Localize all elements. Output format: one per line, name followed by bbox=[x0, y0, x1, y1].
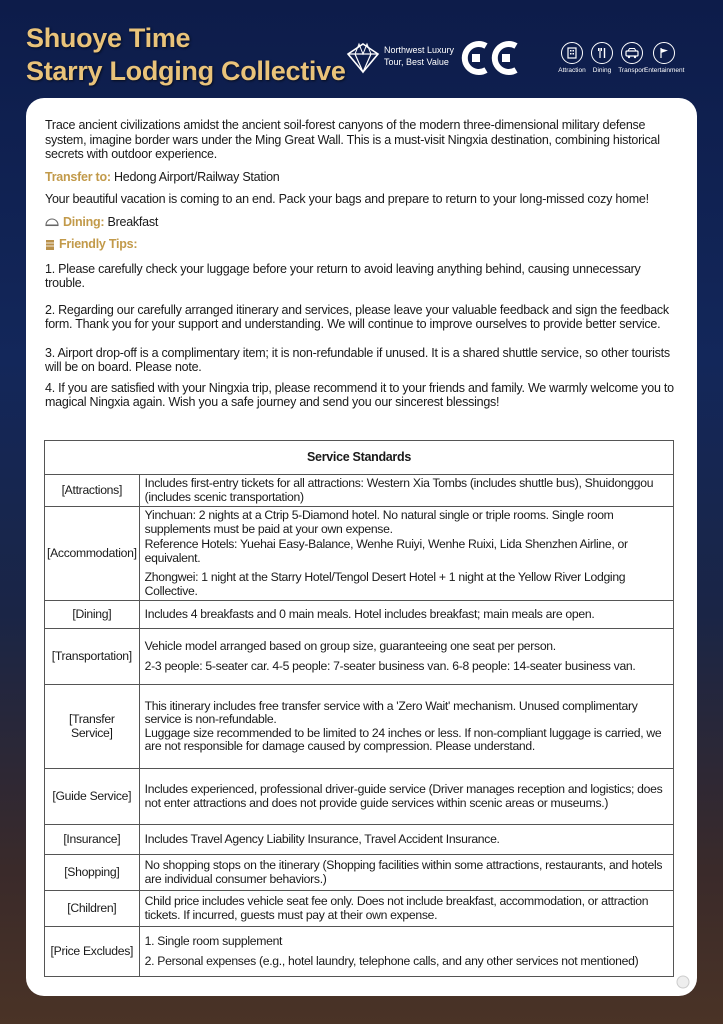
row-key: [Accommodation] bbox=[45, 507, 140, 601]
flag-icon bbox=[653, 42, 675, 64]
row-value: Child price includes vehicle seat fee only. Does not include breakfast, accommodation, or attraction tickets. If incurred, guests must pay at their own expense. bbox=[139, 891, 673, 927]
building-icon bbox=[561, 42, 583, 64]
header bbox=[0, 0, 723, 100]
tip-item: 2. Regarding our carefully arranged itinerary and services, please leave your valuable feedback and sign the feedback form. Thank you for your support and understanding. We will continue to improve ourselves to provide better service. bbox=[45, 302, 669, 331]
dining-label: Dining: bbox=[63, 214, 105, 229]
dining-value: Breakfast bbox=[104, 214, 159, 229]
row-value: Yinchuan: 2 nights at a Ctrip 5-Diamond hotel. No natural single or triple rooms. Single room supplements must be paid at your own expense. Reference Hotels: Yuehai Easy-Balance, Wenhe Ruiyi, Wenhe Ruixi, Lida Shenzhen Airline, or equivalent. Zhongwei: 1 night at the Starry Hotel/Tengol Desert Hotel + 1 night at the Yellow River Lodging Collective. bbox=[139, 507, 673, 601]
tips-label: Friendly Tips: bbox=[59, 237, 138, 251]
table-title: Service Standards bbox=[45, 441, 674, 475]
brand-tagline bbox=[384, 44, 454, 68]
utensils-icon bbox=[591, 42, 613, 64]
category-entertainment bbox=[644, 42, 684, 74]
resize-corner-icon bbox=[675, 974, 691, 990]
row-key: [Children] bbox=[45, 891, 140, 927]
row-key: [Guide Service] bbox=[45, 769, 140, 825]
table-row bbox=[45, 927, 674, 977]
table-header-row bbox=[45, 441, 674, 475]
car-icon bbox=[621, 42, 643, 64]
table-row bbox=[45, 475, 674, 507]
row-key: [Transfer Service] bbox=[45, 685, 140, 769]
brand-logo bbox=[346, 40, 526, 76]
table-row bbox=[45, 507, 674, 601]
transfer-label: Transfer to: bbox=[45, 169, 111, 184]
farewell-paragraph: Your beautiful vacation is coming to an end. Pack your bags and prepare to return to your long-missed cozy home! bbox=[45, 192, 649, 206]
row-key: [Dining] bbox=[45, 601, 140, 629]
row-value: Includes first-entry tickets for all attractions: Western Xia Tombs (includes shuttle bus), Shuidonggou (includes scenic transportation) bbox=[139, 475, 673, 507]
tip-item: 1. Please carefully check your luggage before your return to avoid leaving anything behind, causing unnecessary trouble. bbox=[45, 261, 641, 290]
table-row bbox=[45, 855, 674, 891]
itinerary-content bbox=[45, 118, 681, 418]
table-row bbox=[45, 629, 674, 685]
row-value: This itinerary includes free transfer service with a 'Zero Wait' mechanism. Unused complimentary service is non-refundable. Luggage size recommended to be limited to 24 inches or less. If non-compliant luggage is carried, we are not responsible for damage caused by compression. Please understand. bbox=[139, 685, 673, 769]
row-value: Includes 4 breakfasts and 0 main meals. Hotel includes breakfast; main meals are open. bbox=[139, 601, 673, 629]
table-row bbox=[45, 891, 674, 927]
row-value: No shopping stops on the itinerary (Shopping facilities within some attractions, restaurants, and hotels are individual consumer behaviors.) bbox=[139, 855, 673, 891]
brand-line-2: Tour, Best Value bbox=[384, 57, 449, 67]
category-label: Attraction bbox=[558, 67, 586, 74]
row-key: [Transportation] bbox=[45, 629, 140, 685]
notebook-icon bbox=[45, 239, 55, 251]
title-line-2: Starry Lodging Collective bbox=[26, 56, 346, 86]
row-key: [Shopping] bbox=[45, 855, 140, 891]
row-key: [Price Excludes] bbox=[45, 927, 140, 977]
tips-header bbox=[45, 237, 681, 252]
category-icons bbox=[552, 42, 702, 82]
cc-logo-icon bbox=[458, 40, 522, 76]
row-key: [Attractions] bbox=[45, 475, 140, 507]
category-label: Transport bbox=[618, 67, 646, 74]
table-row bbox=[45, 769, 674, 825]
table-row bbox=[45, 685, 674, 769]
transfer-value: Hedong Airport/Railway Station bbox=[110, 169, 280, 184]
tip-item: 3. Airport drop-off is a complimentary item; it is non-refundable if unused. It is a shared shuttle service, so other tourists will be on board. Please note. bbox=[45, 345, 670, 374]
table-row bbox=[45, 601, 674, 629]
service-standards-table bbox=[44, 440, 674, 977]
category-label: Entertainment bbox=[644, 67, 685, 74]
brand-line-1: Northwest Luxury bbox=[384, 45, 455, 55]
row-key: [Insurance] bbox=[45, 825, 140, 855]
row-value: Vehicle model arranged based on group size, guaranteeing one seat per person. 2-3 people: 5-seater car. 4-5 people: 7-seater business van. 6-8 people: 14-seater business van. bbox=[139, 629, 673, 685]
row-value: Includes experienced, professional driver-guide service (Driver manages reception and logistics; does not enter attractions and does not provide guide services within scenic areas or museums.) bbox=[139, 769, 673, 825]
transfer-line bbox=[45, 170, 681, 185]
row-value: 1. Single room supplement 2. Personal expenses (e.g., hotel laundry, telephone calls, and any other services not mentioned) bbox=[139, 927, 673, 977]
dish-icon bbox=[45, 217, 59, 227]
table-row bbox=[45, 825, 674, 855]
tip-item: 4. If you are satisfied with your Ningxia trip, please recommend it to your friends and family. We warmly welcome you to magical Ningxia again. Wish you a safe journey and send you our sincerest blessings! bbox=[45, 380, 674, 409]
itinerary-card bbox=[26, 98, 697, 996]
page-title bbox=[26, 22, 346, 88]
intro-paragraph: Trace ancient civilizations amidst the ancient soil-forest canyons of the modern three-dimensional military defense system, imagine border wars under the Ming Great Wall. This is a must-visit Ningxia destination, combining historical secrets with outdoor experience. bbox=[45, 118, 660, 161]
dining-line bbox=[45, 215, 681, 230]
diamond-icon bbox=[346, 42, 380, 74]
row-value: Includes Travel Agency Liability Insurance, Travel Accident Insurance. bbox=[139, 825, 673, 855]
title-line-1: Shuoye Time bbox=[26, 23, 191, 53]
category-label: Dining bbox=[592, 67, 612, 74]
